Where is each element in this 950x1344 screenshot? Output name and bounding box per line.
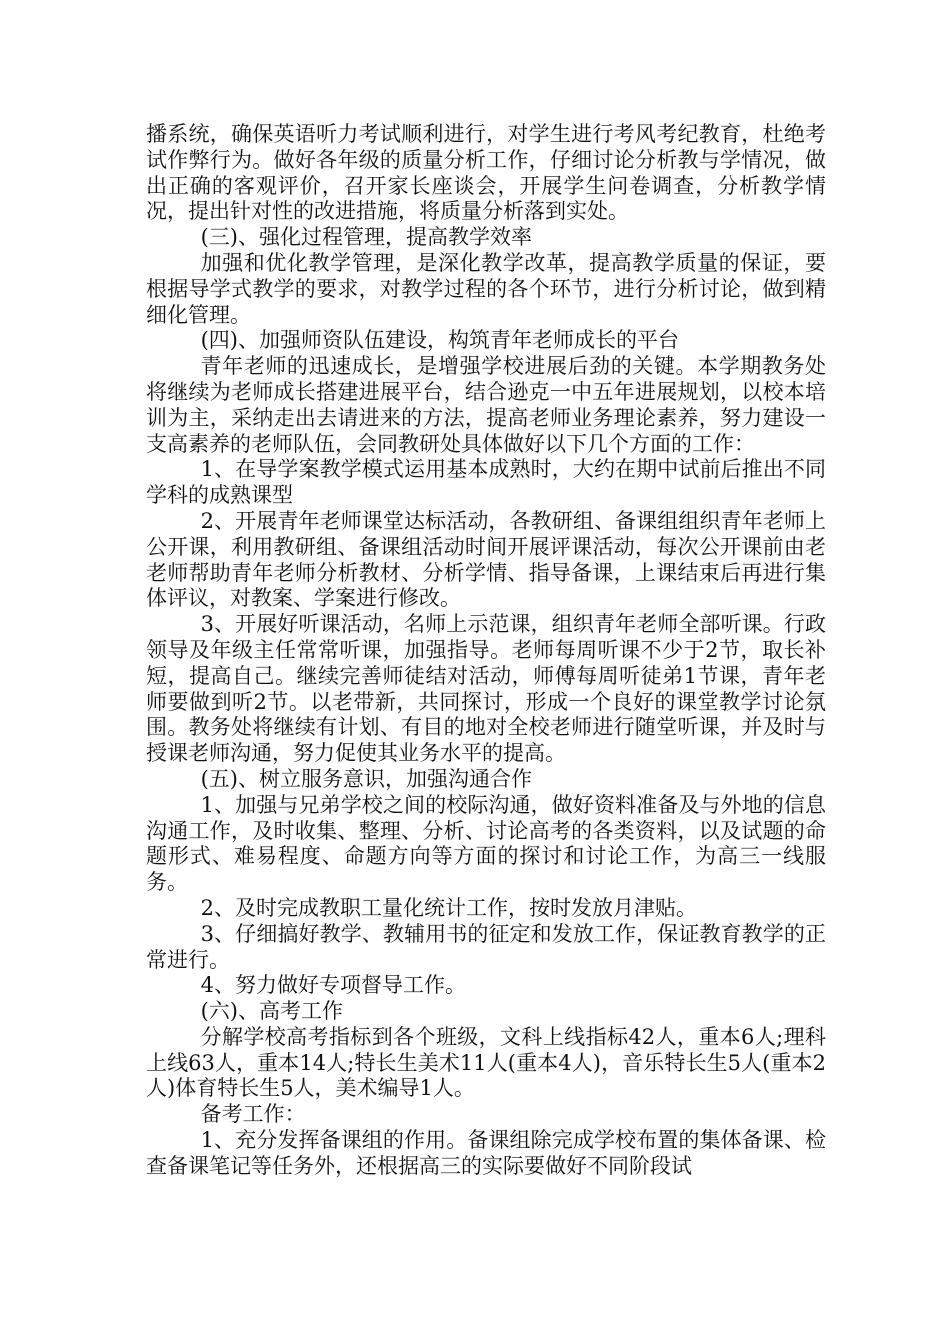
paragraph-young-teachers: 青年老师的迅速成长，是增强学校进展后劲的关键。本学期教务处将继续为老师成长搭建进展平台，结合逊克一中五年进展规划，以校本培训为主，采纳走出去请进来的方法，提高老师业务理论素养，努力建设一支高素养的老师队伍，会同教研处具体做好以下几个方面的工作： — [146, 354, 826, 456]
list-item-1: 1、在导学案教学模式运用基本成熟时，大约在期中试前后推出不同学科的成熟课型 — [146, 457, 826, 508]
subheading-exam-prep: 备考工作： — [200, 1102, 306, 1127]
list-item-1: 1、充分发挥备课组的作用。备课组除完成学校布置的集体备课、检查备课笔记等任务外，还根据高三的实际要做好不同阶段试 — [146, 1128, 826, 1178]
section-heading-5: (五)、树立服务意识，加强沟通合作 — [200, 766, 532, 791]
list-item-1: 1、加强与兄弟学校之间的校际沟通，做好资料准备及与外地的信息沟通工作，及时收集、整理、分析、讨论高考的各类资料，以及试题的命题形式、难易程度、命题方向等方面的探讨和讨论工作，为高三一线服务。 — [146, 792, 826, 895]
paragraph-exam-targets: 分解学校高考指标到各个班级，文科上线指标42人，重本6人;理科上线63人，重本14人;特长生美术11人(重本4人)，音乐特长生5人(重本2人)体育特长生5人，美术编导1人。 — [146, 1024, 826, 1101]
document-body — [146, 122, 826, 1180]
section-heading-6: (六)、高考工作 — [200, 999, 343, 1024]
paragraph-quality-analysis: 播系统，确保英语听力考试顺利进行，对学生进行考风考纪教育，杜绝考试作弊行为。做好各年级的质量分析工作，仔细讨论分析教与学情况，做出正确的客观评价，召开家长座谈会，开展学生问卷调查，分析教学情况，提出针对性的改进措施，将质量分析落到实处。 — [146, 122, 826, 224]
list-item-3: 3、开展好听课活动，名师上示范课，组织青年老师全部听课。行政领导及年级主任常常听课，加强指导。老师每周听课不少于2节，取长补短，提高自己。继续完善师徒结对活动，师傅每周听徒弟1节课，青年老师要做到听2节。以老带新，共同探讨，形成一个良好的课堂教学讨论氛围。教务处将继续有计划、有目的地对全校老师进行随堂听课，并及时与授课老师沟通，努力促使其业务水平的提高。 — [146, 612, 826, 766]
list-item-4: 4、努力做好专项督导工作。 — [200, 973, 466, 998]
section-heading-4: (四)、加强师资队伍建设，构筑青年老师成长的平台 — [200, 328, 679, 353]
list-item-2: 2、开展青年老师课堂达标活动，各教研组、备课组组织青年老师上公开课，利用教研组、备课组活动时间开展评课活动，每次公开课前由老老师帮助青年老师分析教材、分析学情、指导备课，上课结束后再进行集体评议，对教案、学案进行修改。 — [146, 508, 826, 611]
section-heading-3: (三)、强化过程管理，提高教学效率 — [200, 225, 532, 250]
paragraph-teaching-management: 加强和优化教学管理，是深化教学改革，提高教学质量的保证，要根据导学式教学的要求，对教学过程的各个环节，进行分析讨论，做到精细化管理。 — [146, 250, 826, 327]
list-item-2: 2、及时完成教职工量化统计工作，按时发放月津贴。 — [200, 895, 697, 920]
list-item-3: 3、仔细搞好教学、教辅用书的征定和发放工作，保证教育教学的正常进行。 — [146, 921, 826, 972]
